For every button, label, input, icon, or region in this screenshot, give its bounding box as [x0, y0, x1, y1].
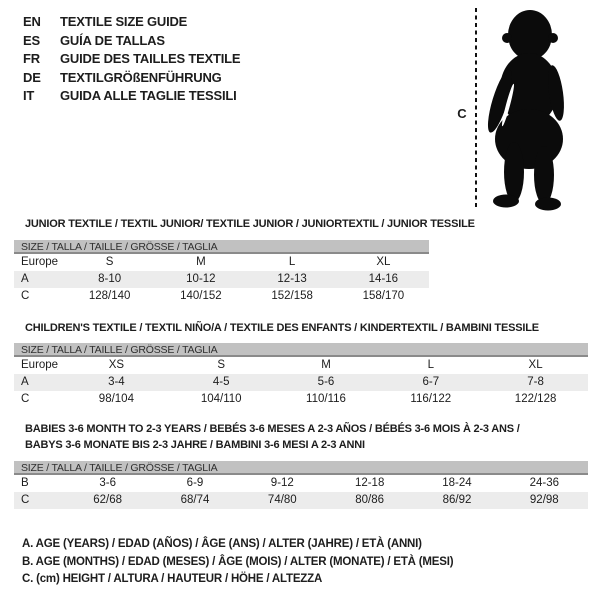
table-row — [14, 254, 429, 271]
table-cell: 86/92 — [442, 494, 472, 506]
table-cell: 80/86 — [355, 494, 385, 506]
language-code: ES — [23, 32, 40, 48]
language-label: GUÍA DE TALLAS — [60, 32, 165, 48]
language-row — [23, 87, 240, 106]
table-cell: 104/110 — [200, 393, 242, 405]
row-label: B — [21, 477, 29, 489]
size-table-children — [14, 343, 588, 408]
table-cell: 74/80 — [267, 494, 297, 506]
table-cell: 5-6 — [317, 376, 335, 388]
language-row — [23, 50, 240, 69]
table-cell: 3-4 — [108, 376, 125, 388]
table-cell: 68/74 — [180, 494, 210, 506]
table-cell: 98/104 — [98, 393, 134, 405]
table-cell: 62/68 — [93, 494, 123, 506]
language-label: TEXTILE SIZE GUIDE — [60, 14, 188, 29]
table-cell: L — [427, 359, 434, 371]
babies-table-title — [25, 422, 520, 453]
table-cell: S — [105, 256, 114, 268]
table-row — [14, 391, 588, 408]
table-cell: 152/158 — [271, 290, 313, 302]
table-cell: 9-12 — [270, 477, 294, 489]
title-line: JUNIOR TEXTILE / TEXTIL JUNIOR/ TEXTILE JUNIOR / JUNIORTEXTIL / JUNIOR TESSILE — [25, 218, 475, 230]
table-cell: 122/128 — [514, 393, 557, 405]
language-code: DE — [23, 69, 41, 85]
table-row — [14, 492, 588, 509]
table-cell: 4-5 — [212, 376, 230, 388]
footnotes — [22, 536, 453, 589]
title-line: BABIES 3-6 MONTH TO 2-3 YEARS / BEBÉS 3-6 MESES A 2-3 AÑOS / BÉBÉS 3-6 MOIS À 2-3 ANS / — [25, 423, 520, 435]
row-label: A — [21, 273, 29, 285]
row-label: C — [21, 393, 30, 405]
size-table-junior — [14, 240, 429, 305]
table-rows — [14, 357, 588, 408]
size-header-bar: SIZE / TALLA / TAILLE / GRÖSSE / TAGLIA — [14, 343, 588, 357]
table-cell: 18-24 — [442, 477, 472, 489]
language-code: IT — [23, 88, 35, 104]
language-row — [23, 32, 240, 51]
language-list — [23, 13, 240, 106]
row-label: C — [21, 290, 30, 302]
language-code: EN — [23, 14, 41, 29]
table-cell: L — [288, 256, 296, 268]
title-line: CHILDREN'S TEXTILE / TEXTIL NIÑO/A / TEXTILE DES ENFANTS / KINDERTEXTIL / BAMBINI TESSILE — [25, 322, 539, 334]
table-cell: 3-6 — [99, 477, 116, 489]
table-cell: 6-7 — [422, 376, 440, 388]
table-cell: M — [196, 256, 206, 268]
footnote-b: B. AGE (MONTHS) / EDAD (MESES) / ÂGE (MOIS) / ALTER (MONATE) / ETÀ (MESI) — [22, 555, 454, 568]
toddler-silhouette — [483, 10, 567, 211]
table-row — [14, 271, 429, 288]
table-cell: 140/152 — [180, 290, 222, 302]
table-row — [14, 475, 588, 492]
row-label: C — [21, 494, 30, 506]
language-label: TEXTILGRÖßENFÜHRUNG — [60, 69, 222, 85]
language-row — [23, 13, 240, 32]
title-line: BABYS 3-6 MONATE BIS 2-3 JAHRE / BAMBINI 3-6 MESI A 2-3 ANNI — [25, 438, 365, 451]
language-code: FR — [23, 51, 40, 67]
table-cell: S — [217, 359, 226, 371]
height-label-c: C — [457, 106, 467, 121]
table-row — [14, 357, 588, 374]
table-cell: 12-13 — [277, 273, 307, 285]
table-row — [14, 288, 429, 305]
table-rows — [14, 254, 429, 305]
table-cell: 14-16 — [368, 273, 399, 285]
table-cell: 12-18 — [354, 477, 385, 489]
table-rows — [14, 475, 588, 509]
row-label: A — [21, 376, 29, 388]
table-cell: 110/116 — [306, 393, 346, 405]
size-header-bar: SIZE / TALLA / TAILLE / GRÖSSE / TAGLIA — [14, 461, 588, 475]
table-cell: 6-9 — [186, 477, 204, 489]
baby-silhouette-figure — [455, 7, 595, 212]
table-cell: M — [321, 359, 331, 371]
size-table-babies — [14, 461, 588, 509]
language-label: GUIDE DES TAILLES TEXTILE — [60, 51, 241, 67]
table-cell: 8-10 — [98, 273, 122, 285]
table-cell: 158/170 — [362, 290, 405, 302]
table-cell: XS — [108, 359, 125, 371]
row-label: Europe — [21, 256, 59, 268]
table-cell: 116/122 — [410, 393, 452, 405]
children-table-title — [25, 321, 539, 337]
table-cell: 10-12 — [186, 273, 216, 285]
table-cell: XL — [376, 256, 391, 268]
table-cell: 92/98 — [529, 494, 559, 506]
table-cell: 24-36 — [529, 477, 560, 489]
table-cell: 7-8 — [527, 376, 544, 388]
footnote-a: A. AGE (YEARS) / EDAD (AÑOS) / ÂGE (ANS) / ALTER (JAHRE) / ETÀ (ANNI) — [22, 538, 422, 550]
table-cell: XL — [528, 359, 543, 371]
table-row — [14, 374, 588, 391]
junior-table-title — [25, 217, 475, 233]
language-label: GUIDA ALLE TAGLIE TESSILI — [60, 88, 237, 104]
table-cell: 128/140 — [88, 290, 131, 302]
language-row — [23, 69, 240, 88]
size-header-bar: SIZE / TALLA / TAILLE / GRÖSSE / TAGLIA — [14, 240, 429, 254]
footnote-c: C. (cm) HEIGHT / ALTURA / HAUTEUR / HÖHE / ALTEZZA — [22, 573, 323, 586]
row-label: Europe — [21, 359, 59, 371]
